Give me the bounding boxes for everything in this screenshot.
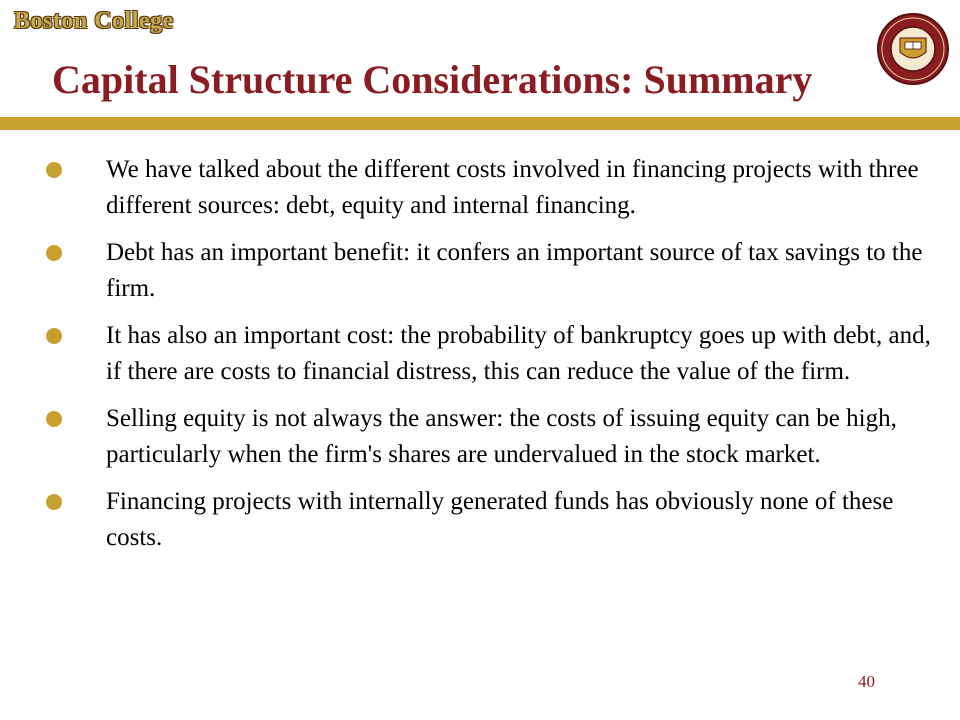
list-item <box>40 235 940 306</box>
bullet-text: Selling equity is not always the answer: the costs of issuing equity can be high, particularly when the firm's shares are undervalued in the stock market. <box>106 405 897 468</box>
bullet-text: Financing projects with internally generated funds has obviously none of these costs. <box>106 488 894 551</box>
list-item <box>40 152 940 223</box>
brand-logo-text: Boston College <box>14 8 174 34</box>
bullet-dot-icon <box>46 245 62 261</box>
bullet-dot-icon <box>46 494 62 510</box>
page-number: 40 <box>858 672 875 691</box>
bullet-list <box>40 152 940 567</box>
slide-title: Capital Structure Considerations: Summary <box>52 57 813 102</box>
bullet-dot-icon <box>46 411 62 427</box>
bullet-text: We have talked about the different costs involved in financing projects with three different sources: debt, equity and internal financing. <box>106 156 919 219</box>
header-divider <box>0 117 960 130</box>
list-item <box>40 401 940 472</box>
list-item <box>40 318 940 389</box>
bullet-text: Debt has an important benefit: it confers an important source of tax savings to the firm. <box>106 239 923 302</box>
bullet-text: It has also an important cost: the probability of bankruptcy goes up with debt, and, if there are costs to financial distress, this can reduce the value of the firm. <box>106 322 931 385</box>
bullet-dot-icon <box>46 328 62 344</box>
college-seal-icon <box>876 12 950 86</box>
bullet-dot-icon <box>46 162 62 178</box>
list-item <box>40 484 940 555</box>
